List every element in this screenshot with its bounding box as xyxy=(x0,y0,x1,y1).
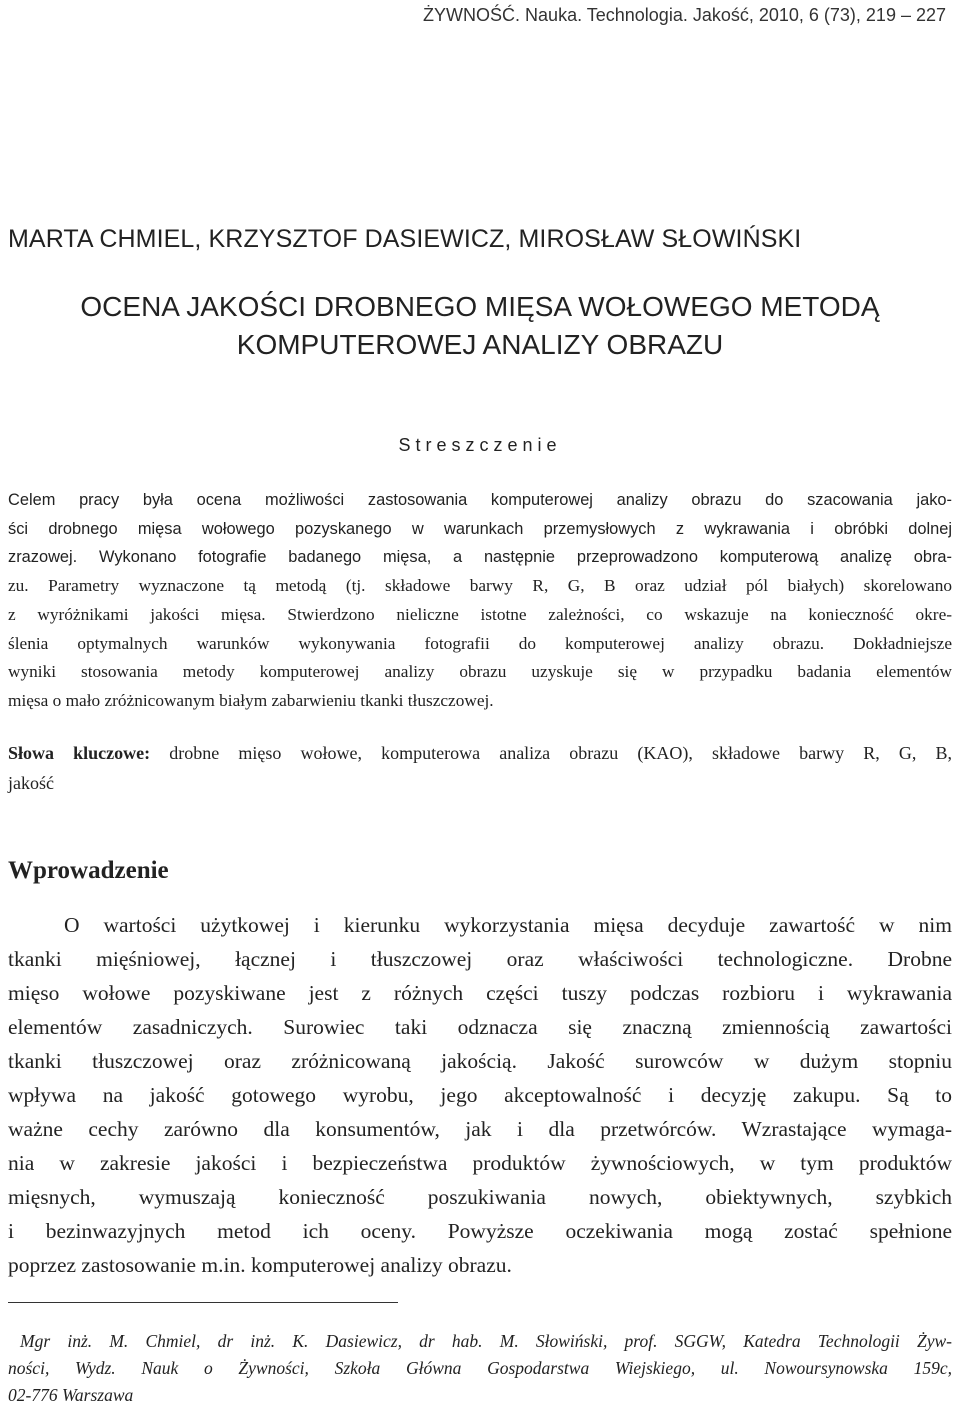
body-line: mięso wołowe pozyskiwane jest z różnych części tuszy podczas rozbioru i wykrawania xyxy=(8,981,952,1005)
abstract-line: ści drobnego mięsa wołowego pozyskanego w warunkach przemysłowych z wykrawania i obróbki dolnej xyxy=(8,519,952,538)
abstract-line: zrazowej. Wykonano fotografie badanego mięsa, a następnie przeprowadzono komputerową analizę obra- xyxy=(8,548,952,567)
authors: MARTA CHMIEL, KRZYSZTOF DASIEWICZ, MIROSŁAW SŁOWIŃSKI xyxy=(8,225,802,253)
abstract-line: Celem pracy była ocena możliwości zastosowania komputerowej analizy obrazu do szacowania jako- xyxy=(8,491,952,509)
body-line: tkanki tłuszczowej oraz zróżnicowaną jakością. Jakość surowców w dużym stopniu xyxy=(8,1049,952,1073)
abstract-line: zu. Parametry wyznaczone tą metodą (tj. składowe barwy R, G, B oraz udział pól białych) skorelowano xyxy=(8,576,952,596)
abstract-line: z wyróżnikami jakości mięsa. Stwierdzono nieliczne istotne zależności, co wskazuje na konieczność okre- xyxy=(8,604,952,624)
keywords-line xyxy=(8,738,952,768)
running-header: ŻYWNOŚĆ. Nauka. Technologia. Jakość, 2010, 6 (73), 219 – 227 xyxy=(423,5,946,25)
footnote-line: Mgr inż. M. Chmiel, dr inż. K. Dasiewicz, dr hab. M. Słowiński, prof. SGGW, Katedra Technologii Żyw- xyxy=(20,1331,952,1351)
article-title xyxy=(8,288,952,364)
title-line: OCENA JAKOŚCI DROBNEGO MIĘSA WOŁOWEGO METODĄ xyxy=(80,291,880,322)
author-affiliation-footnote xyxy=(8,1328,952,1409)
body-line: tkanki mięśniowej, łącznej i tłuszczowej oraz właściwości technologiczne. Drobne xyxy=(8,947,952,971)
body-line: mięsnych, wymuszają konieczność poszukiwania nowych, obiektywnych, szybkich xyxy=(8,1185,952,1209)
body-line: O wartości użytkowej i kierunku wykorzystania mięsa decyduje zawartość w nim xyxy=(64,913,952,937)
keywords-line: jakość xyxy=(8,773,54,793)
footnote-line: ności, Wydz. Nauk o Żywności, Szkoła Główna Gospodarstwa Wiejskiego, ul. Nowoursynowska 159c, xyxy=(8,1358,952,1378)
body-line: nia w zakresie jakości i bezpieczeństwa produktów żywnościowych, w tym produktów xyxy=(8,1151,952,1175)
keywords-text: drobne mięso wołowe, komputerowa analiza obrazu (KAO), składowe barwy R, G, B, xyxy=(150,743,952,763)
body-line: poprzez zastosowanie m.in. komputerowej analizy obrazu. xyxy=(8,1253,512,1277)
section-heading: Wprowadzenie xyxy=(8,857,169,884)
title-line: KOMPUTEROWEJ ANALIZY OBRAZU xyxy=(236,329,724,360)
footnote-line: 02-776 Warszawa xyxy=(8,1385,134,1405)
keywords-label: Słowa kluczowe: xyxy=(8,743,151,763)
abstract xyxy=(8,486,952,716)
introduction-text xyxy=(8,908,952,1282)
abstract-line: mięsa o mało zróżnicowanym białym zabarwieniu tkanki tłuszczowej. xyxy=(8,690,494,710)
body-line: elementów zasadniczych. Surowiec taki odznacza się znaczną zmiennością zawartości xyxy=(8,1015,952,1039)
abstract-line: ślenia optymalnych warunków wykonywania fotografii do komputerowej analizy obrazu. Dokładniejsze xyxy=(8,633,952,653)
body-line: i bezinwazyjnych metod ich oceny. Powyższe oczekiwania mogą zostać spełnione xyxy=(8,1219,952,1243)
footnote-divider xyxy=(8,1302,398,1303)
body-line: ważne cechy zarówno dla konsumentów, jak i dla przetwórców. Wzrastające wymaga- xyxy=(8,1117,952,1141)
body-line: wpływa na jakość gotowego wyrobu, jego akceptowalność i decyzję zakupu. Są to xyxy=(8,1083,952,1107)
keywords xyxy=(8,738,952,798)
abstract-line: wyniki stosowania metody komputerowej analizy obrazu uzyskuje się w przypadku badania elementów xyxy=(8,662,952,682)
abstract-heading: Streszczenie xyxy=(398,435,562,455)
